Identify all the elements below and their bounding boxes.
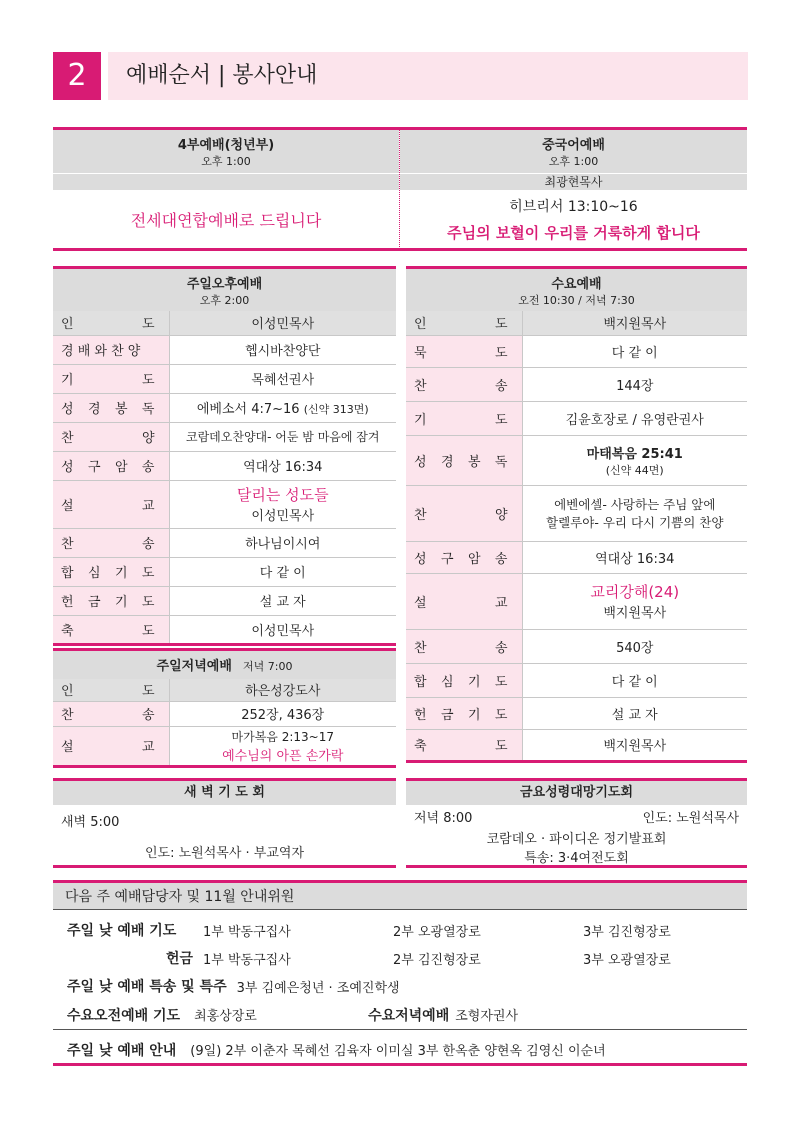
chinese-service-time: 오후 1:00 xyxy=(548,155,599,168)
prayer-label: 주일 낮 예배 기도 xyxy=(67,923,177,939)
scripture-ref: 에베소서 4:7~16 xyxy=(196,402,300,417)
row-label: 찬 양 xyxy=(53,422,169,451)
row-value: 144장 xyxy=(522,367,747,401)
row-value: 김윤호장로 / 유영란권사 xyxy=(522,401,747,435)
row-value: 다 같 이 xyxy=(522,335,747,367)
wed-sermon: 교리강해(24) xyxy=(590,583,680,601)
row-value: 설 교 자 xyxy=(522,697,747,729)
youth-service-header xyxy=(53,130,399,173)
table-row xyxy=(406,367,747,401)
table-row xyxy=(406,729,747,761)
row-value: 이성민목사 xyxy=(169,311,396,335)
wed-preacher: 백지원목사 xyxy=(603,606,667,621)
row-value: 백지원목사 xyxy=(522,729,747,761)
special-row xyxy=(53,972,747,1000)
sunday-evening-service xyxy=(53,648,396,768)
special-label: 주일 낮 예배 특송 및 특주 xyxy=(67,979,227,995)
row-value: 백지원목사 xyxy=(522,311,747,335)
row-label: 기 도 xyxy=(53,364,169,393)
table-row xyxy=(406,663,747,697)
friday-info xyxy=(406,805,747,826)
row-label: 찬 송 xyxy=(406,367,522,401)
chinese-sermon: 주님의 보혈이 우리를 거룩하게 합니다 xyxy=(447,224,700,242)
row-value: 목혜선권사 xyxy=(169,364,396,393)
table-row xyxy=(53,422,396,451)
table-row xyxy=(406,435,747,485)
sunday-afternoon-service xyxy=(53,266,396,646)
wednesday-header xyxy=(406,269,747,311)
row-label: 헌 금 기 도 xyxy=(406,697,522,729)
sunday-evening-time: 저녁 7:00 xyxy=(243,660,293,673)
sunday-afternoon-header xyxy=(53,269,396,311)
table-row xyxy=(406,335,747,367)
prayer-row xyxy=(53,916,747,944)
table-row xyxy=(53,311,396,335)
table-row xyxy=(53,679,396,701)
youth-service-time: 오후 1:00 xyxy=(201,155,251,168)
dawn-prayer xyxy=(53,778,396,868)
prayer-1: 1부 박동구집사 xyxy=(203,924,291,940)
table-row xyxy=(406,629,747,663)
table-row xyxy=(406,401,747,435)
wed-scripture-page: (신약 44면) xyxy=(605,463,664,477)
guide-value: (9일) 2부 이춘자 목혜선 김육자 이미실 3부 한옥춘 양현옥 김영신 이순녀 xyxy=(190,1044,606,1059)
row-value xyxy=(522,435,747,485)
friday-special: 특송: 3·4여전도회 xyxy=(524,851,629,866)
row-value: 설 교 자 xyxy=(169,586,396,615)
chinese-scripture: 히브리서 13:10~16 xyxy=(509,199,638,215)
table-row xyxy=(53,364,396,393)
row-value: 하은성강도사 xyxy=(169,679,396,701)
evening-sermon: 예수님의 아픈 손가락 xyxy=(222,748,344,764)
row-label: 성 구 암 송 xyxy=(53,451,169,480)
row-label: 찬 양 xyxy=(406,485,522,541)
row-label: 찬 송 xyxy=(406,629,522,663)
table-row xyxy=(53,615,396,644)
offering-row xyxy=(53,944,747,972)
top-services xyxy=(53,127,747,251)
row-value: 540장 xyxy=(522,629,747,663)
sunday-afternoon-title: 주일오후예배 xyxy=(186,277,263,292)
prayer-3: 3부 김진형장로 xyxy=(583,924,671,940)
table-row xyxy=(53,528,396,557)
dawn-leaders: 인도: 노원석목사 · 부교역자 xyxy=(144,846,305,861)
table-row xyxy=(406,573,747,629)
youth-gray-strip xyxy=(53,174,399,190)
table-row xyxy=(53,480,396,528)
chinese-preacher: 최광현목사 xyxy=(400,174,747,190)
wednesday-prayer-row xyxy=(53,1000,747,1030)
youth-notice: 전세대연합예배로 드립니다 xyxy=(130,211,322,230)
row-label: 설 교 xyxy=(53,726,169,766)
guide-row xyxy=(53,1036,747,1066)
wed-evening-value: 조형자권사 xyxy=(455,1009,519,1024)
chinese-service-title: 중국어예배 xyxy=(542,138,605,153)
table-row xyxy=(53,586,396,615)
row-label: 찬 송 xyxy=(53,528,169,557)
next-week-title: 다음 주 예배담당자 및 11월 안내위원 xyxy=(53,880,747,910)
wed-scripture: 마태복음 25:41 xyxy=(586,446,683,462)
table-row xyxy=(53,451,396,480)
wed-morning-value: 최홍상장로 xyxy=(194,1009,257,1024)
sunday-evening-title: 주일저녁예배 xyxy=(156,659,232,674)
row-label: 찬 송 xyxy=(53,701,169,726)
page-title: 예배순서 | 봉사안내 xyxy=(108,52,748,100)
dawn-title: 새 벽 기 도 회 xyxy=(53,781,396,805)
wed-morning-label: 수요오전예배 기도 xyxy=(67,1007,181,1024)
row-value: 다 같 이 xyxy=(169,557,396,586)
friday-prayer xyxy=(406,778,747,868)
friday-leader: 인도: 노원석목사 xyxy=(642,811,739,826)
section-number: 2 xyxy=(53,52,101,100)
row-value: 하나님이시여 xyxy=(169,528,396,557)
wednesday-service xyxy=(406,266,747,763)
sermon-title: 달리는 성도들 xyxy=(236,486,329,504)
friday-title: 금요성령대망기도회 xyxy=(406,781,747,805)
sermon-preacher: 이성민목사 xyxy=(251,509,315,524)
row-label: 성 경 봉 독 xyxy=(406,435,522,485)
guide-label: 주일 낮 예배 안내 xyxy=(67,1042,177,1059)
sunday-evening-table xyxy=(53,679,396,768)
row-label: 인 도 xyxy=(53,679,169,701)
row-label: 경 배 와 찬 양 xyxy=(53,335,169,364)
sunday-evening-header xyxy=(53,651,396,679)
row-label: 설 교 xyxy=(406,573,522,629)
wednesday-time: 오전 10:30 / 저녁 7:30 xyxy=(518,294,635,307)
row-value xyxy=(522,485,747,541)
sunday-afternoon-time: 오후 2:00 xyxy=(199,294,250,307)
friday-program: 코람데오 · 파이디온 정기발표회 xyxy=(486,832,667,847)
table-row xyxy=(53,393,396,422)
friday-time: 저녁 8:00 xyxy=(414,811,473,826)
offering-3: 3부 오광열장로 xyxy=(583,952,671,968)
chinese-service-header xyxy=(400,130,747,173)
table-row xyxy=(53,335,396,364)
row-value: 헵시바찬양단 xyxy=(169,335,396,364)
evening-scripture: 마가복음 2:13~17 xyxy=(231,729,334,744)
sunday-afternoon-table xyxy=(53,311,396,646)
row-label: 합 심 기 도 xyxy=(406,663,522,697)
table-row xyxy=(53,557,396,586)
row-value xyxy=(169,480,396,528)
row-value: 역대상 16:34 xyxy=(169,451,396,480)
special-value: 3부 김예은청년 · 조예진학생 xyxy=(236,980,400,996)
table-row xyxy=(53,726,396,766)
row-value xyxy=(169,726,396,766)
table-row xyxy=(406,311,747,335)
row-label: 성 구 암 송 xyxy=(406,541,522,573)
scripture-page: (신약 313면) xyxy=(303,403,369,416)
row-label: 합 심 기 도 xyxy=(53,557,169,586)
row-label: 헌 금 기 도 xyxy=(53,586,169,615)
row-label: 축 도 xyxy=(53,615,169,644)
row-label: 설 교 xyxy=(53,480,169,528)
table-row xyxy=(53,701,396,726)
offering-2: 2부 김진형장로 xyxy=(393,952,481,968)
row-label: 인 도 xyxy=(53,311,169,335)
row-label: 묵 도 xyxy=(406,335,522,367)
table-row xyxy=(406,541,747,573)
wednesday-title: 수요예배 xyxy=(551,277,602,292)
row-label: 축 도 xyxy=(406,729,522,761)
table-row xyxy=(406,485,747,541)
row-value: 역대상 16:34 xyxy=(522,541,747,573)
row-label: 인 도 xyxy=(406,311,522,335)
row-value: 코람데오찬양대- 어둔 밤 마음에 잠겨 xyxy=(169,422,396,451)
row-label: 성 경 봉 독 xyxy=(53,393,169,422)
youth-service-title: 4부예배(청년부) xyxy=(177,138,275,153)
wednesday-table xyxy=(406,311,747,763)
offering-label: 헌금 xyxy=(165,951,193,967)
row-value: 이성민목사 xyxy=(169,615,396,644)
wed-praise-1: 에벤에셀- 사랑하는 주님 앞에 xyxy=(554,497,716,512)
prayer-2: 2부 오광열장로 xyxy=(393,924,481,940)
row-value xyxy=(522,573,747,629)
row-value xyxy=(169,393,396,422)
wed-praise-2: 할렐루야- 우리 다시 기쁨의 찬양 xyxy=(546,515,724,530)
offering-1: 1부 박동구집사 xyxy=(203,952,291,968)
row-value: 252장, 436장 xyxy=(169,701,396,726)
row-value: 다 같 이 xyxy=(522,663,747,697)
row-label: 기 도 xyxy=(406,401,522,435)
table-row xyxy=(406,697,747,729)
dawn-time: 새벽 5:00 xyxy=(61,815,120,830)
wed-evening-label: 수요저녁예배 xyxy=(368,1007,450,1024)
